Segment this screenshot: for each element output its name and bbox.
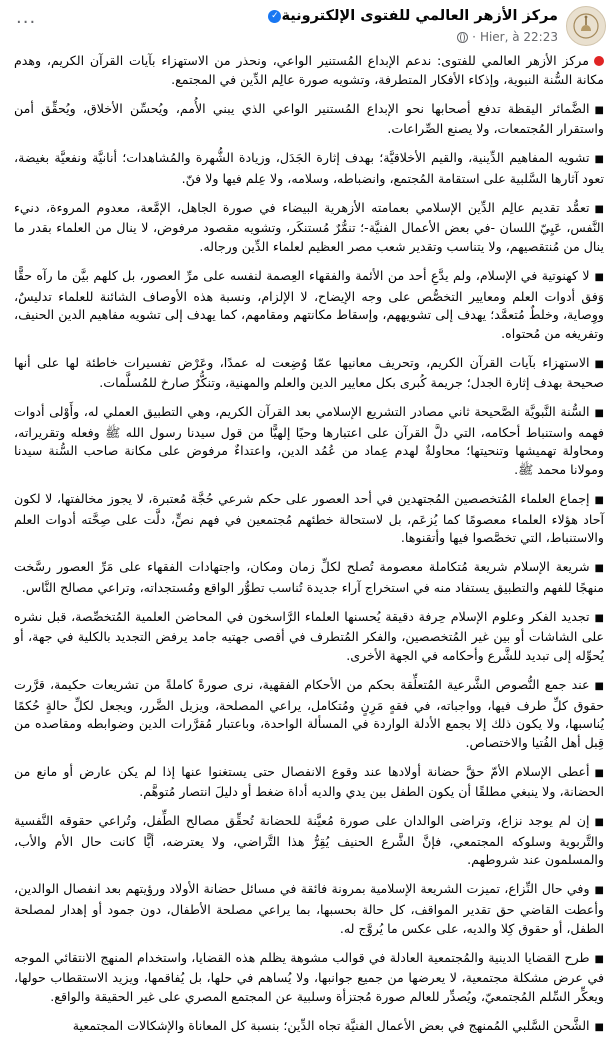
bullet-icon: ■ [594,612,604,624]
paragraph-text: السُّنة النَّبويَّة الصَّحيحة ثاني مصادر التشريع الإسلامي بعد القرآن الكريم، وهي التطبيق العملي له، وأَوْلى أدوات فهمه واستنباط أحكامه، التي دلَّ القرآن على اعتبارها وحيًا إلهيًّا من قول سيدنا رسول الله ﷺ وفعله وتقريراته، ومحاولة تهميشها وتنحيتها؛ محاولةٌ لهدم عِماد من عُمُد الدين، واعتداءٌ مرفوض على مكانة صاحب السُّنة سيدنا ومولانا محمد ﷺ. [14,404,604,478]
paragraph-text: إجماع العلماء المُتخصصين المُجتهدين في أحد العصور على حكم شرعي حُجَّة مُعتبرة، لا يجوز مخالفتها، لا لكون آحاد هؤلاء العلماء معصومًا كما يُزعَم، بل لاستحالة خطئهم مُجتمعين في فهم نصٍّ، دلَّت على صِحَّته أدوات العلم والاستنباط، التي تخصَّصوا فيها وأتقنوها. [14,491,604,546]
bullet-icon: ■ [594,104,604,116]
bullet-icon: ■ [594,885,604,897]
bullet-icon: ■ [594,203,604,215]
azhar-logo-icon [572,12,600,40]
post-body [0,52,616,1037]
check-icon: ✓ [268,10,281,23]
paragraph [14,267,604,343]
paragraph-text: عند جمع النُّصوص الشَّرعية المُتعلِّقة بحكم من الأحكام الفقهية، نرى صورةً كاملةً من تشريعات حكيمة، قرَّرت حقوق كلِّ طرف فيها، وواجباته، في فقهٍ مَرِنٍ ومُتكامل، يراعي المصلحة، ويزيل الضَّرر، ويجعل لكلِّ حالةٍ حُكمًا يُناسبها، ولا يكون ذلك إلا بجمع الأدلة الواردة في المسألة الواحدة، وباعتبار مُقرَّرات الدين وضوابطه ومقاصده من قِبل أهل الفُتيا والاختصاص. [14,676,604,750]
red-circle-icon [594,56,604,66]
paragraph [14,558,604,597]
more-options-button[interactable]: ··· [16,12,37,33]
bullet-icon: ■ [594,154,604,166]
bullet-icon: ■ [594,1021,604,1033]
paragraph [14,403,604,479]
page-name[interactable] [264,8,558,24]
paragraph [14,354,604,393]
bullet-icon: ■ [594,817,604,829]
paragraph-text: تجديد الفكر وعلوم الإسلام حِرفة دقيقة يُحسنها العلماء الرَّاسخون في المحاضن العلمية المُتخصِّصة، قبل نشره على الشاشات أو بين غير المُتخصصين، والفكر المُتطرف في أقصى جهتيه جامد يرفض التجديد بالكلية في جهة، أو يُحوِّله إلى تبديد للشَّرع وأحكامه في الجهة الأخرى. [14,608,604,663]
paragraph [14,676,604,752]
bullet-icon: ■ [594,495,604,507]
paragraph-text: تشويه المفاهيم الدِّينية، والقيم الأخلاقيَّة؛ بهدف إثارة الجَدَل، وزيادة الشُّهرة والمُشاهدات؛ أنانيَّة ونفعيَّة بغيضة، تعود آثارها السَّلبية على استقامة المُجتمع، وانضباطه، وسلامه، ولا عِلم فيها ولا فنّ. [14,150,604,186]
paragraph-text: تعمُّد تقديم عالِم الدِّين الإسلامي بعمامته الأزهرية البيضاء في صورة الجاهل، الإمَّعة، معدوم المروءة، دنيء النَّفس، عَيِيّ اللسان -في بعض الأعمال الفنيَّة-؛ تنمُّرٌ مُستنكَر، وتشويه مقصود مرفوض، لا ينال من العلماء بقدر ما ينال من مُنتقصيهم، ولا يتناسب وتقدير شعب مصر العظيم لعلماء الدِّين ورجاله. [14,199,604,254]
paragraph-text: الشَّحن السَّلبي المُمنهج في بعض الأعمال الفنيَّة تجاه الدِّين؛ بنسبة كل المعاناة والإشكالات المجتمعية [72,1017,590,1033]
intro-text: مركز الأزهر العالمي للفتوى: ندعم الإبداع المُستنير الواعي، ونحذر من الاستهزاء بآيات القرآن الكريم، وهدم مكانة السُّنة النبوية، وإذكاء الأفكار المتطرفة، وتشويه صورة عالِم الدِّين في المجتمع. [14,53,604,87]
bullet-icon: ■ [594,953,604,965]
paragraph-text: وفي حال النِّزاع، تميزت الشريعة الإسلامية بمرونة فائقة في مسائل حضانة الأولاد ورؤيتهم بعد انفصال الوالدين، وأعطت القاضي حق تقدير المواقف، كل حالة بحسبها، بما يراعي مصلحة الأطفال، دون جمود أو إهدار لمصلحة الطفل، أو حقوق كِلا والديه، على عكس ما يُروَّج له. [14,881,604,936]
bullet-icon: ■ [594,358,604,370]
page-name-text[interactable]: مركز الأزهر العالمي للفتوى الإلكترونية [281,8,558,24]
paragraph [14,199,604,257]
bullet-icon: ■ [594,408,604,420]
paragraph [14,949,604,1007]
bullet-icon: ■ [594,767,604,779]
paragraph [14,149,604,188]
paragraph [14,490,604,548]
post-header [0,0,616,52]
bullet-icon: ■ [594,563,604,575]
paragraph [14,763,604,802]
paragraph-text: لا كهنوتية في الإسلام، ولم يدَّعِ أحد من الأئمة والفقهاء العِصمة لنفسه على مرِّ العصور، بل كلهم بيَّن ما رآه حقًّا وَفق أدوات العلم ومعايير التخصُّص على وجه الإيضاح، لا الإلزام، ونسبة هذه الأوصاف الشائنة للعلماء تدليسٌ، ووِصاية، وخلطٌ مُتعمَّد؛ يهدف إلى تشويههم، وإسقاط مكانتهم ومقامهم، كما يهدف إلى تشويه مفاهيم الدين الحنيف، وتفريغه من مُحتواه. [14,267,604,341]
timestamp[interactable]: Hier, à 22:23 [479,30,558,44]
post-intro [14,52,604,89]
page-avatar[interactable] [566,6,606,46]
paragraph-text: إن لم يوجد نزاع، وتراضى الوالدان على صورة مُعيَّنة للحضانة تُحقِّق مصالح الطِّفل، وتُراعي حقوقه النَّفسية والتَّربوية وسلوكه المجتمعي، فإنَّ الشَّرع الحنيف يُقِرُّ هذا التَّراضي، ولا يعترضه، أيًّا كانت حال الأم والأب، والمسلمون عند شروطهم. [14,813,604,868]
paragraph-text: الضَّمائر اليقظة تدفع أصحابها نحو الإبداع المُستنير الواعي الذي يبني الأُمم، ويُحسِّن الأخلاق، ويُحقِّق أمن واستقرار المُجتمعات، ولا يصنع الصِّراعات. [14,100,604,137]
bullet-icon: ■ [594,680,604,692]
separator: · [472,30,476,44]
bullet-icon: ■ [594,271,604,283]
paragraph [14,812,604,870]
paragraph [14,100,604,139]
paragraph-text: طرح القضايا الدينية والمُجتمعية العادلة في قوالب مشوهة يظلم هذه القضايا، واستخدام المنهج الانتقائي الموجه في عرض مشكلة مجتمعية، لا يعرضها من جميع جوانبها، ولا يُساهم في حلها، بل يُفاقمها، ويزيد الاستقطاب حولها، ويعكِّر السِّلم المُجتمعيّ، ويُصدِّر للعالم صورة مُجتزأة وسلبية عن المجتمع المصري على غير الحقيقة والواقع. [14,949,604,1004]
paragraph [14,608,604,666]
paragraph [14,1017,604,1037]
paragraph-text: أعطى الإسلام الأمّ حقَّ حضانة أولادها عند وقوع الانفصال حتى يستغنوا عنها إذا لم يكن عارض أو مانع من الحضانة، ولا ينبغي مطلقًا أن يكون الطفل بين يدي والديه أداة ضغط أو دليلَ انتصار مُتوهَّم. [14,763,604,800]
paragraph [14,880,604,938]
post-meta [457,30,558,44]
paragraph-text: الاستهزاء بآيات القرآن الكريم، وتحريف معانيها عمّا وُضِعت له عمدًا، وعَرْض تفسيرات خاطئة لها على أنها صحيحة بهدف إثارة الجدل؛ جريمة كُبرى بكل معايير الدين والعلم والمهنية، وتنكُّرٌ صارخ للمُسلَّمات. [14,354,604,391]
globe-icon [457,32,468,43]
paragraph-text: شريعة الإسلام شريعة مُتكاملة معصومة تُصلح لكلِّ زمان ومكان، واجتهادات الفقهاء على مَرِّ العصور رسَّخت منهجًا للفهم والتطبيق يستفاد منه في استخراج آراء جديدة تُناسب تطوُّر الواقع ومُستجداته، وتراعي مصالح النَّاس. [14,559,604,595]
